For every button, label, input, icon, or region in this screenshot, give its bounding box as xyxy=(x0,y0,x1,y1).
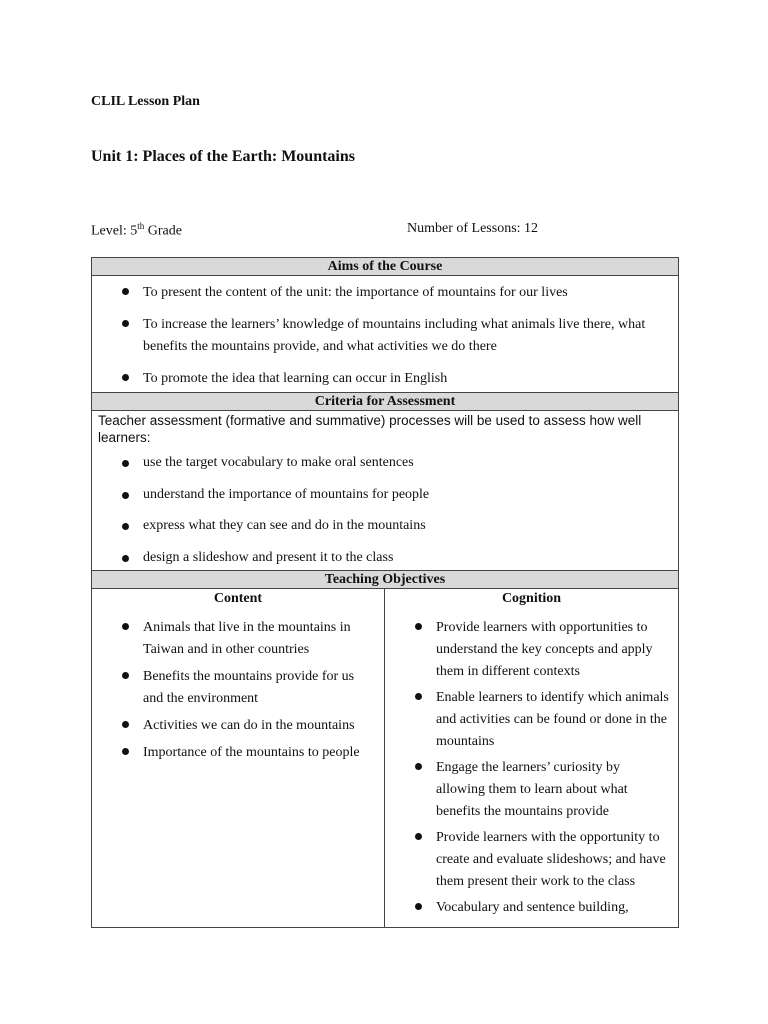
document-title: CLIL Lesson Plan xyxy=(91,94,200,109)
grade-level xyxy=(91,221,182,240)
list-item: Engage the learners’ curiosity by allowing them to learn about what benefits the mountains provide xyxy=(436,757,672,823)
level-superscript: th xyxy=(137,221,145,231)
list-item: Vocabulary and sentence building, xyxy=(436,897,672,919)
objectives-header: Teaching Objectives xyxy=(92,570,679,588)
aims-row xyxy=(92,276,679,393)
criteria-list xyxy=(92,446,678,566)
list-item: use the target vocabulary to make oral sentences xyxy=(143,454,678,471)
content-list xyxy=(92,607,384,764)
objectives-row xyxy=(92,588,679,927)
criteria-intro: Teacher assessment (formative and summative) processes will be used to assess how well learners: xyxy=(98,413,642,445)
list-item: Activities we can do in the mountains xyxy=(143,715,376,737)
level-suffix: Grade xyxy=(144,223,182,239)
content-cell xyxy=(92,588,385,927)
criteria-row xyxy=(92,411,679,571)
content-header: Content xyxy=(213,590,263,606)
level-label: Level: 5 xyxy=(91,223,138,239)
aims-cell xyxy=(92,276,679,393)
list-item: To increase the learners’ knowledge of mountains including what animals live there, what benefits the mountains provide, and what activities we do there xyxy=(143,314,678,358)
list-item: Benefits the mountains provide for us and the environment xyxy=(143,666,376,710)
list-item: To promote the idea that learning can occur in English xyxy=(143,368,678,390)
lesson-count: Number of Lessons: 12 xyxy=(407,221,539,236)
list-item: Enable learners to identify which animals and activities can be found or done in the mountains xyxy=(436,687,672,753)
list-item: Provide learners with opportunities to understand the key concepts and apply them in different contexts xyxy=(436,617,672,683)
criteria-header-row xyxy=(92,393,679,411)
cognition-cell xyxy=(385,588,679,927)
list-item: To present the content of the unit: the importance of mountains for our lives xyxy=(143,282,678,304)
list-item: design a slideshow and present it to the class xyxy=(143,549,678,566)
cognition-header: Cognition xyxy=(501,590,562,606)
aims-header-row xyxy=(92,258,679,276)
list-item: express what they can see and do in the mountains xyxy=(143,517,678,534)
aims-header: Aims of the Course xyxy=(92,258,679,276)
criteria-cell xyxy=(92,411,679,571)
lesson-plan-table xyxy=(91,257,679,928)
objectives-header-row xyxy=(92,570,679,588)
list-item: Animals that live in the mountains in Taiwan and in other countries xyxy=(143,617,376,661)
criteria-header: Criteria for Assessment xyxy=(92,393,679,411)
list-item: Provide learners with the opportunity to create and evaluate slideshows; and have them present their work to the class xyxy=(436,827,672,893)
aims-list xyxy=(92,276,678,392)
cognition-list xyxy=(385,607,678,919)
list-item: understand the importance of mountains for people xyxy=(143,486,678,503)
unit-title: Unit 1: Places of the Earth: Mountains xyxy=(91,148,355,165)
list-item: Importance of the mountains to people xyxy=(143,742,376,764)
